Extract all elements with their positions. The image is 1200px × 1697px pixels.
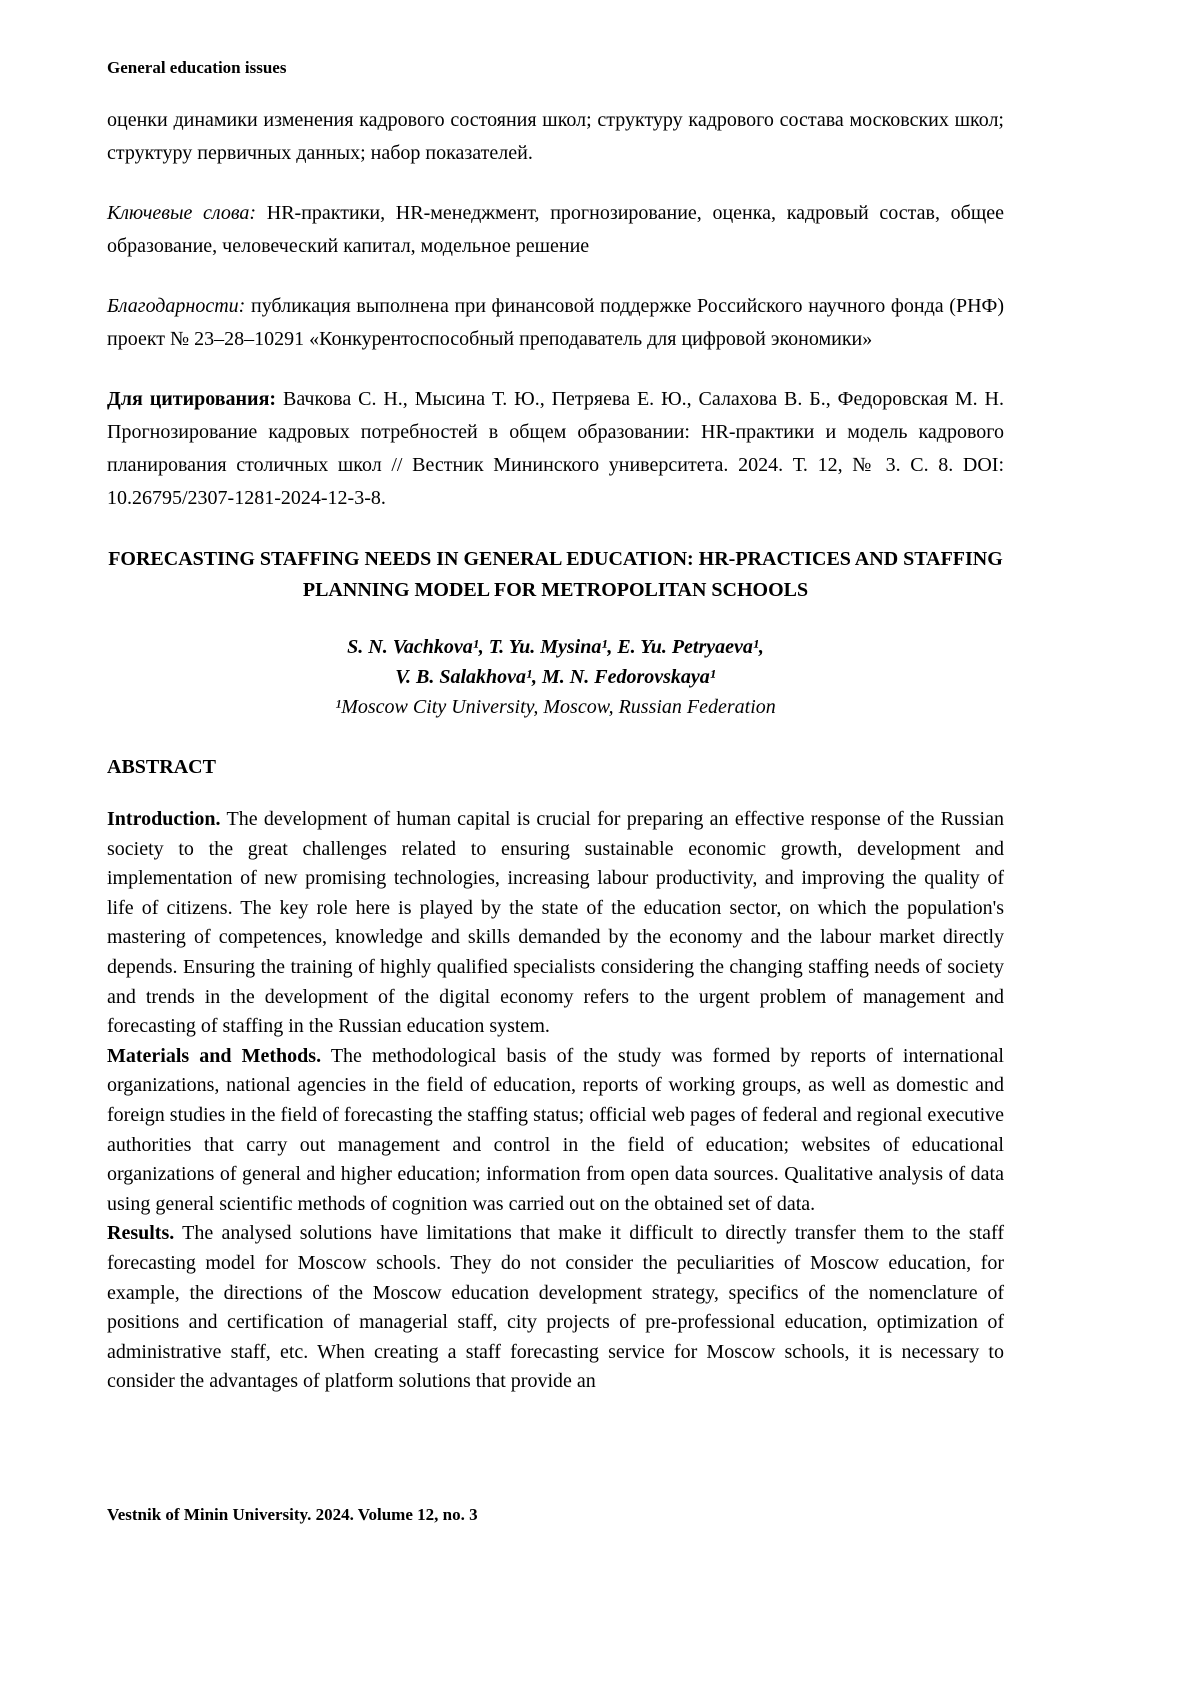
results-label: Results. (107, 1222, 175, 1245)
citation-text: Вачкова С. Н., Мысина Т. Ю., Петряева Е. Ю., Салахова В. Б., Федоровская М. Н. Прогнозирование кадровых потребностей в общем образовании: HR-практики и модель кадрового планирования столичных школ // Вестник Мининского университета. 2024. Т. 12, № 3. С. 8. DOI: 10.26795/2307-1281-2024-12-3-8. (107, 388, 1004, 509)
acknowledgements-text: публикация выполнена при финансовой поддержке Российского научного фонда (РНФ) проект № 23–28–10291 «Конкурентоспособный преподаватель для цифровой экономики» (107, 295, 1004, 350)
continuation-text: оценки динамики изменения кадрового состояния школ; структуру кадрового состава московских школ; структуру первичных данных; набор показателей. (107, 109, 1004, 164)
introduction-label: Introduction. (107, 808, 221, 830)
article-title: FORECASTING STAFFING NEEDS IN GENERAL EDUCATION: HR-PRACTICES AND STAFFING PLANNING MODEL FOR METROPOLITAN SCHOOLS (108, 548, 1003, 601)
acknowledgements-paragraph (107, 290, 1004, 356)
results-paragraph (107, 1219, 1004, 1397)
authors-line-2: V. B. Salakhova¹, M. N. Fedorovskaya¹ (395, 666, 716, 688)
continuation-paragraph (107, 104, 1004, 170)
results-text: The analysed solutions have limitations that make it difficult to directly transfer them to the staff forecasting model for Moscow schools. They do not consider the peculiarities of Moscow education, for example, the directions of the Moscow education development strategy, specifics of the nomenclature of positions and certification of managerial staff, city projects of pre-professional education, optimization of administrative staff, etc. When creating a staff forecasting service for Moscow schools, it is necessary to consider the advantages of platform solutions that provide an (107, 1222, 1004, 1393)
abstract-heading: ABSTRACT (107, 756, 216, 778)
citation-label: Для цитирования: (107, 388, 277, 410)
methods-text: The methodological basis of the study was formed by reports of international organizations, national agencies in the field of education, reports of working groups, as well as domestic and foreign studies in the field of forecasting the staffing status; official web pages of federal and regional executive authorities that carry out management and control in the field of education; websites of educational organizations of general and higher education; information from open data sources. Qualitative analysis of data using general scientific methods of cognition was carried out on the obtained set of data. (107, 1044, 1004, 1215)
keywords-paragraph (107, 197, 1004, 263)
methods-label: Materials and Methods. (107, 1044, 322, 1067)
keywords-label: Ключевые слова: (107, 202, 257, 224)
authors-block (107, 632, 1004, 722)
abstract-body (107, 805, 1004, 1397)
page-content (107, 58, 1004, 1397)
page-footer: Vestnik of Minin University. 2024. Volume 12, no. 3 (107, 1505, 478, 1524)
acknowledgements-label: Благодарности: (107, 295, 246, 317)
authors-line-1: S. N. Vachkova¹, T. Yu. Mysina¹, E. Yu. Petryaeva¹, (347, 636, 764, 658)
keywords-text: HR-практики, HR-менеджмент, прогнозирование, оценка, кадровый состав, общее образование, человеческий капитал, модельное решение (107, 202, 1004, 257)
citation-paragraph (107, 383, 1004, 515)
introduction-paragraph (107, 805, 1004, 1042)
running-header: General education issues (107, 58, 287, 77)
affiliation: ¹Moscow City University, Moscow, Russian Federation (335, 696, 776, 718)
introduction-text: The development of human capital is crucial for preparing an effective response of the Russian society to the great challenges related to ensuring sustainable economic growth, development and implementation of new promising technologies, increasing labour productivity, and improving the quality of life of citizens. The key role here is played by the state of the education sector, on which the population's mastering of competences, knowledge and skills demanded by the economy and the labour market directly depends. Ensuring the training of highly qualified specialists considering the changing staffing needs of society and trends in the development of the digital economy refers to the urgent problem of management and forecasting of staffing in the Russian education system. (107, 808, 1004, 1038)
methods-paragraph (107, 1042, 1004, 1220)
